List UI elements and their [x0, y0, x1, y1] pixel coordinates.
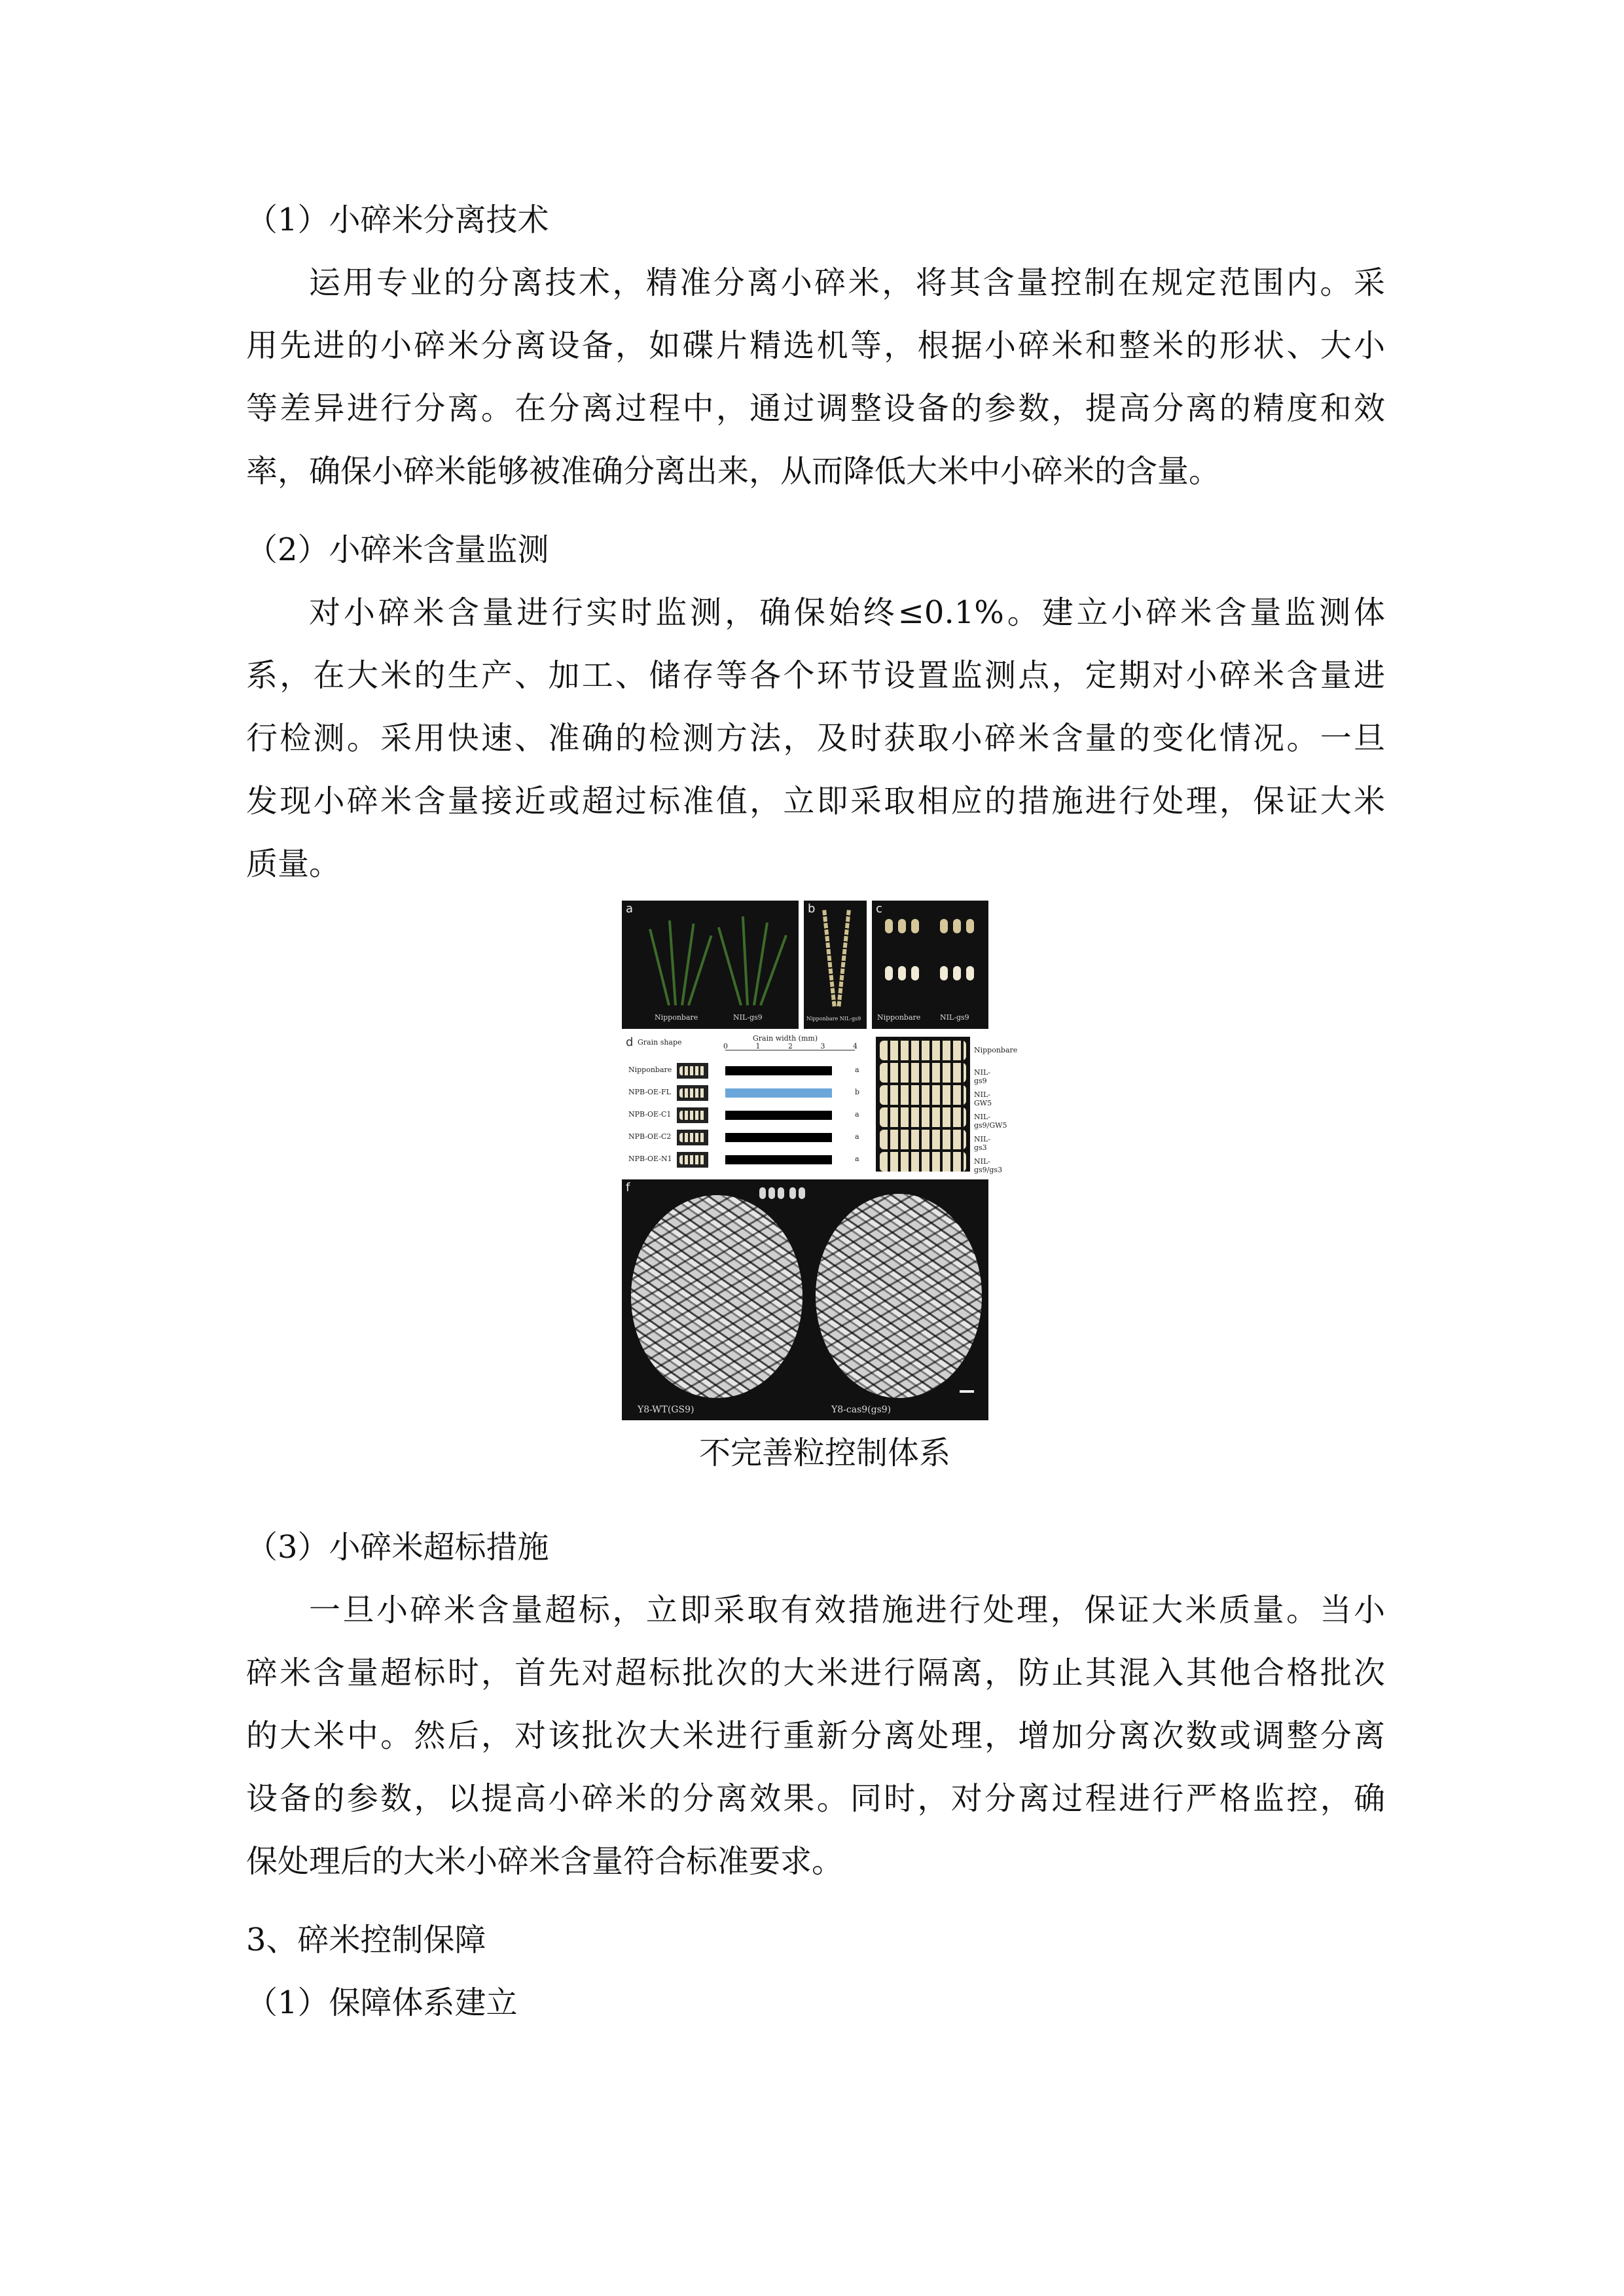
rice-pile-left [631, 1195, 803, 1398]
heading-assurance-system: （1）保障体系建立 [246, 1984, 518, 2021]
paragraph-line: 碎米含量超标时，首先对超标批次的大米进行隔离，防止其混入其他合格批次 [246, 1655, 1385, 1691]
panel-label: c [876, 902, 882, 916]
figure-panel-e [872, 1034, 1018, 1174]
plant-stem-icon [668, 920, 677, 1005]
panel-a-right-label: NIL-gs9 [733, 1013, 763, 1022]
heading-content-monitoring: （2）小碎米含量监测 [246, 531, 549, 568]
panel-label: a [626, 902, 634, 916]
plant-stem-icon [717, 927, 742, 1005]
panel-e-row-label: NIL-gs3 [974, 1135, 990, 1152]
panel-f-left-label: Y8-WT(GS9) [638, 1405, 695, 1415]
paragraph-line: 发现小碎米含量接近或超过标准值，立即采取相应的措施进行处理，保证大米 [246, 783, 1385, 819]
panel-c-left-label: Nipponbare [877, 1013, 921, 1022]
panel-c-right-label: NIL-gs9 [940, 1013, 969, 1022]
panel-label: d [626, 1035, 634, 1049]
panel-e-row-label: NIL-gs9/GW5 [974, 1113, 1007, 1130]
panel-a-left-label: Nipponbare [655, 1013, 698, 1022]
panel-label: f [626, 1181, 630, 1194]
bar-row-label: Nipponbare [628, 1066, 672, 1074]
bar-row-label: NPB-OE-C1 [628, 1110, 672, 1119]
grain-width-bar [725, 1066, 832, 1075]
paragraph-line: 率，确保小碎米能够被准确分离出来，从而降低大米中小碎米的含量。 [246, 453, 1221, 490]
x-tick-label: 3 [820, 1042, 825, 1050]
figure-panel-a [622, 901, 799, 1029]
panel-e-row-label: NIL-gs9 [974, 1068, 990, 1085]
paragraph-line: 行检测。采用快速、准确的检测方法，及时获取小碎米含量的变化情况。一旦 [246, 720, 1385, 757]
significance-letter: b [855, 1088, 860, 1096]
grain-width-bar [725, 1133, 832, 1142]
paragraph-line: 系，在大米的生产、加工、储存等各个环节设置监测点，定期对小碎米含量进 [246, 657, 1385, 694]
plant-stem-icon [649, 929, 670, 1005]
paragraph-line: 运用专业的分离技术，精准分离小碎米，将其含量控制在规定范围内。采 [309, 264, 1385, 301]
panel-e-row-label: Nipponbare [974, 1046, 1018, 1054]
grain-thumbnail [677, 1085, 708, 1101]
significance-letter: a [855, 1132, 859, 1141]
figure-panel-d [622, 1034, 861, 1174]
grain-thumbnail [677, 1130, 708, 1145]
bar-row-label: NPB-OE-N1 [628, 1155, 672, 1163]
x-tick-label: 1 [755, 1042, 761, 1050]
heading-broken-rice-control-assurance: 3、碎米控制保障 [246, 1922, 486, 1958]
figure-panel-f [622, 1179, 988, 1420]
bar-row-label: NPB-OE-FL [628, 1088, 671, 1096]
paragraph-line: 用先进的小碎米分离设备，如碟片精选机等，根据小碎米和整米的形状、大小 [246, 327, 1385, 364]
rice-pile-right [816, 1194, 982, 1398]
paragraph-line: 等差异进行分离。在分离过程中，通过调整设备的参数，提高分离的精度和效 [246, 390, 1385, 427]
plant-stem-icon [742, 916, 749, 1005]
panel-label: b [808, 902, 816, 916]
grain-thumbnail [677, 1107, 708, 1123]
x-tick-label: 0 [723, 1042, 728, 1050]
paragraph-line: 保处理后的大米小碎米含量符合标准要求。 [246, 1843, 844, 1880]
grain-width-axis-title: Grain width (mm) [753, 1034, 818, 1043]
rice-grain-figure [622, 901, 1018, 1420]
grain-thumbnail [677, 1063, 708, 1079]
bar-row-label: NPB-OE-C2 [628, 1132, 672, 1141]
figure-panel-c [872, 901, 988, 1029]
paragraph-line: 一旦小碎米含量超标，立即采取有效措施进行处理，保证大米质量。当小 [309, 1592, 1385, 1628]
heading-small-broken-rice-separation: （1）小碎米分离技术 [246, 202, 549, 238]
paragraph-line: 对小碎米含量进行实时监测，确保始终≤0.1%。建立小碎米含量监测体 [309, 594, 1385, 631]
grain-width-bar [725, 1155, 832, 1164]
paragraph-line: 的大米中。然后，对该批次大米进行重新分离处理，增加分离次数或调整分离 [246, 1717, 1385, 1754]
heading-exceed-measures: （3）小碎米超标措施 [246, 1529, 549, 1566]
grain-thumbnail [677, 1152, 708, 1168]
panel-e-row-label: NIL-GW5 [974, 1090, 992, 1107]
paragraph-line: 设备的参数，以提高小碎米的分离效果。同时，对分离过程进行严格监控，确 [246, 1780, 1385, 1817]
panel-f-right-label: Y8-cas9(gs9) [831, 1405, 892, 1415]
significance-letter: a [855, 1066, 859, 1074]
significance-letter: a [855, 1155, 859, 1163]
panel-e-row-label: NIL-gs9/gs3 [974, 1157, 1003, 1174]
paragraph-line: 质量。 [246, 846, 341, 882]
panel-b-label: Nipponbare NIL-gs9 [806, 1016, 861, 1022]
grain-width-bar [725, 1111, 832, 1120]
significance-letter: a [855, 1110, 859, 1119]
figure-caption: 不完善粒控制体系 [698, 1435, 950, 1471]
x-tick-label: 2 [788, 1042, 793, 1050]
grain-width-bar [725, 1088, 832, 1098]
grain-shape-title: Grain shape [638, 1038, 682, 1047]
x-tick-label: 4 [853, 1042, 857, 1050]
figure-panel-b [804, 901, 867, 1029]
